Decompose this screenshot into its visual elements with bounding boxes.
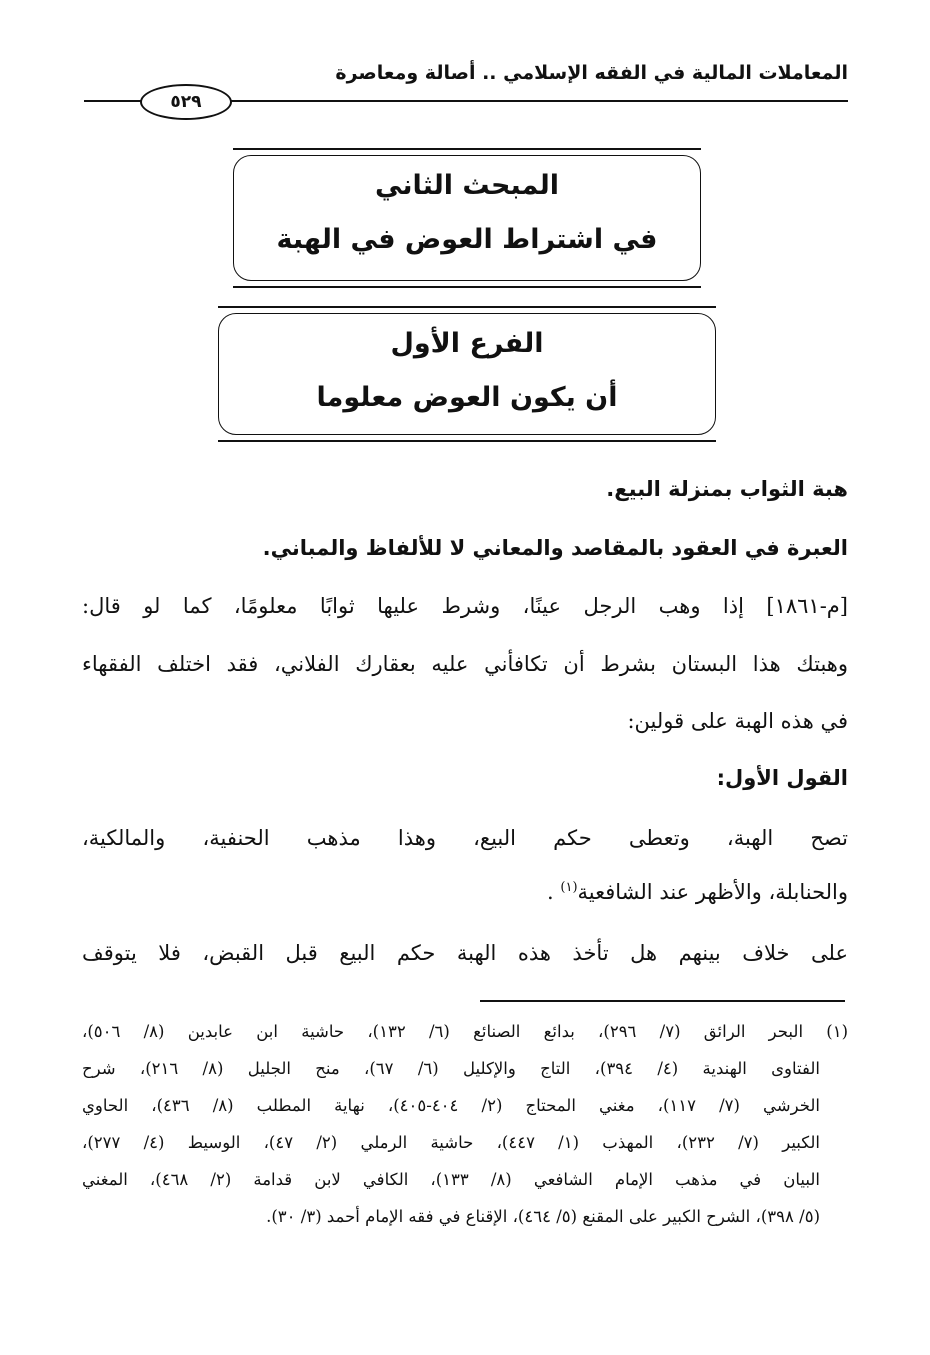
footnote-line: الفتاوى الهندية (٤/ ٣٩٤)، التاج والإكليل (٦/ ٦٧)، منح الجليل (٨/ ٢١٦)، شرح bbox=[82, 1059, 820, 1078]
sentence-period: . bbox=[547, 880, 561, 904]
rule-statement-2: العبرة في العقود بالمقاصد والمعاني لا للألفاظ والمباني. bbox=[262, 536, 848, 560]
footnote-line: (١) البحر الرائق (٧/ ٢٩٦)، بدائع الصنائع (٦/ ١٣٢)، حاشية ابن عابدين (٨/ ٥٠٦)، bbox=[82, 1022, 849, 1041]
body-text-segment: والحنابلة، والأظهر عند الشافعية bbox=[577, 880, 848, 904]
section-heading-line1: المبحث الثاني bbox=[375, 170, 559, 201]
body-text-line bbox=[82, 877, 848, 907]
body-text-line: في هذه الهبة على قولين: bbox=[627, 709, 848, 733]
footnote-reference: (١) bbox=[560, 880, 578, 895]
section-heading-box bbox=[233, 148, 701, 288]
subsection-heading-line1: الفرع الأول bbox=[390, 328, 544, 359]
page-number: ٥٢٩ bbox=[140, 84, 232, 120]
body-text-line: على خلاف بينهم هل تأخذ هذه الهبة حكم البيع قبل القبض، فلا يتوقف bbox=[82, 941, 848, 965]
section-heading-line2: في اشتراط العوض في الهبة bbox=[276, 224, 658, 255]
body-text-line: وهبتك هذا البستان بشرط أن تكافأني عليه بعقارك الفلاني، فقد اختلف الفقهاء bbox=[82, 652, 848, 676]
subsection-heading-box bbox=[218, 306, 716, 442]
footnote-line: البيان في مذهب الإمام الشافعي (٨/ ١٣٣)، الكافي لابن قدامة (٢/ ٤٦٨)، المغني bbox=[82, 1170, 820, 1189]
first-opinion-heading: القول الأول: bbox=[716, 766, 848, 790]
footnote-line: (٥/ ٣٩٨)، الشرح الكبير على المقنع (٥/ ٤٦٤)، الإقناع في فقه الإمام أحمد (٣/ ٣٠). bbox=[266, 1207, 820, 1226]
running-title: المعاملات المالية في الفقه الإسلامي .. أصالة ومعاصرة bbox=[335, 62, 848, 84]
footnote-line: الكبير (٧/ ٢٣٢)، المهذب (١/ ٤٤٧)، حاشية الرملي (٢/ ٤٧)، الوسيط (٤/ ٢٧٧)، bbox=[82, 1133, 821, 1152]
footnote-line: الخرشي (٧/ ١١٧)، مغني المحتاج (٢/ ٤٠٤-٤٠٥)، نهاية المطلب (٨/ ٤٣٦)، الحاوي bbox=[82, 1096, 820, 1115]
body-text-line: [م-١٨٦١] إذا وهب الرجل عينًا، وشرط عليها ثوابًا معلومًا، كما لو قال: bbox=[82, 594, 848, 618]
subsection-heading-line2: أن يكون العوض معلوما bbox=[316, 382, 618, 413]
body-text-line: تصح الهبة، وتعطى حكم البيع، وهذا مذهب الحنفية، والمالكية، bbox=[82, 826, 848, 850]
footnote-separator bbox=[480, 1000, 845, 1002]
rule-statement-1: هبة الثواب بمنزلة البيع. bbox=[606, 477, 848, 501]
